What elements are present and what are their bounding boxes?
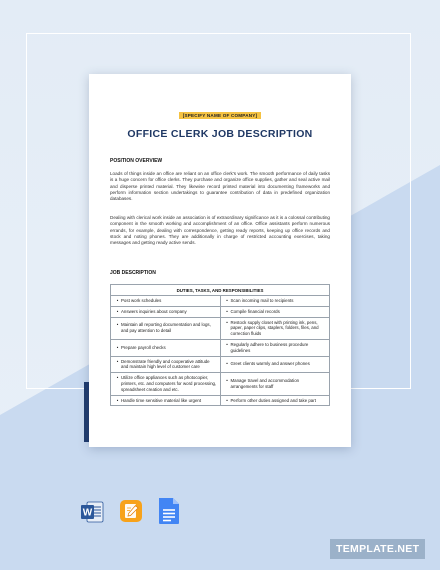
bullet-icon xyxy=(224,398,231,404)
duty-text: Scan incoming mail to recipients xyxy=(230,298,294,303)
duties-table-header: DUTIES, TASKS, AND RESPONSIBILITIES xyxy=(111,285,330,296)
bullet-icon xyxy=(224,342,231,348)
word-icon-letter: W xyxy=(82,507,93,519)
table-cell xyxy=(111,356,221,373)
bullet-icon xyxy=(114,375,121,381)
duty-text: Maintain all reporting documentation and logs, and pay attention to detail xyxy=(121,322,211,334)
duty-text: Manage travel and accommodation arrangements for staff xyxy=(230,378,300,389)
table-row xyxy=(111,373,330,395)
position-overview-heading: POSITION OVERVIEW xyxy=(110,158,163,164)
table-cell xyxy=(220,373,330,395)
table-cell xyxy=(220,296,330,307)
bullet-icon xyxy=(224,298,231,304)
table-cell xyxy=(111,306,221,317)
duty-text: Compile financial records xyxy=(230,308,280,314)
bullet-icon xyxy=(224,320,231,326)
company-name-placeholder xyxy=(89,104,351,122)
duties-table xyxy=(110,284,330,406)
table-cell xyxy=(220,306,330,317)
document-preview[interactable] xyxy=(89,74,351,447)
table-row xyxy=(111,296,330,307)
bullet-icon xyxy=(114,398,121,404)
google-docs-icon[interactable] xyxy=(158,497,180,525)
table-cell xyxy=(111,395,221,406)
duty-text: Handle time sensitive material like urgent xyxy=(121,397,202,403)
table-row xyxy=(111,339,330,356)
table-cell xyxy=(220,356,330,373)
microsoft-word-icon[interactable] xyxy=(80,500,104,524)
duty-text: Post work schedules xyxy=(121,298,162,303)
bullet-icon xyxy=(114,345,121,351)
company-name-highlight: [SPECIFY NAME OF COMPANY] xyxy=(179,112,262,119)
table-cell xyxy=(111,373,221,395)
bullet-icon xyxy=(224,378,231,384)
document-title: OFFICE CLERK JOB DESCRIPTION xyxy=(127,128,313,140)
table-row xyxy=(111,356,330,373)
duty-text: Greet clients warmly and answer phones xyxy=(230,361,310,367)
duty-text: Utilize office appliances such as photocopier, printers, etc. and computers for word processing, spreadsheet creation and etc. xyxy=(121,375,217,392)
duty-text: Restock supply closet with printing ink, pens, paper, paper clips, staplers, folders, files, and correction fluids xyxy=(230,319,319,337)
table-cell xyxy=(220,395,330,406)
apple-pages-icon[interactable] xyxy=(119,499,143,523)
bullet-icon xyxy=(114,298,121,304)
duty-text: Regularly adhere to business procedure guidelines xyxy=(230,341,309,353)
duty-text: Answers inquiries about company xyxy=(121,308,187,314)
job-description-heading: JOB DESCRIPTION xyxy=(110,270,156,276)
table-row xyxy=(111,306,330,317)
table-cell xyxy=(111,317,221,339)
table-cell xyxy=(111,296,221,307)
bullet-icon xyxy=(114,322,121,328)
bullet-icon xyxy=(224,309,231,315)
duty-text: Perform other duties assigned and take part xyxy=(230,397,316,403)
table-cell xyxy=(220,339,330,356)
duty-text: Prepare payroll checks xyxy=(121,344,166,350)
table-row xyxy=(111,395,330,406)
bullet-icon xyxy=(114,309,121,315)
brand-watermark: TEMPLATE.NET xyxy=(330,539,425,559)
table-cell xyxy=(220,317,330,339)
table-cell xyxy=(111,339,221,356)
bullet-icon xyxy=(224,361,231,367)
overview-paragraph-2: Dealing with clerical work inside an association is of extraordinary significance as it is a colossal contributing component in the smooth working and accomplishment of an office. Office assistants perform numerous errands, for example, dealing with correspondence, getting ready reports, keeping up office records and stock and noting phones. They are additionally in charge of restricted accounting exercises, taking messages and getting ready active sends. xyxy=(110,215,330,246)
table-row xyxy=(111,317,330,339)
duty-text: Demonstrate friendly and cooperative attitude and maintain high level of customer care xyxy=(121,358,210,370)
bullet-icon xyxy=(114,359,121,365)
overview-paragraph-1: Loads of things inside an office are reliant on an office clerk's work. The smooth performance of daily tasks is a huge concern for office clerks. They purchase and organize office supplies, gather and seal active mail and disperse printed material. They likewise record printed material into documenting frameworks and perform information section undertakings to guarantee contribution of data in predefined organization databases. xyxy=(110,171,330,202)
